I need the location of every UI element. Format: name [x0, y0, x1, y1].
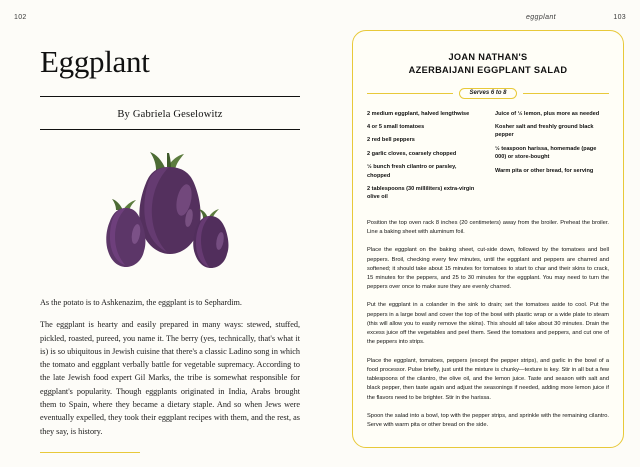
serves-rule-right [523, 93, 609, 94]
serves-badge: Serves 6 to 8 [459, 88, 516, 99]
method-step: Spoon the salad into a bowl, top with the pepper strips, and sprinkle with the remaining cilantro. Serve with warm pita or other bread on the side. [367, 412, 609, 429]
byline: By Gabriela Geselowitz [117, 109, 223, 120]
ingredient-item: 2 red bell peppers [367, 137, 415, 144]
method-step: Put the eggplant in a colander in the sink to drain; set the tomatoes aside to cool. Put the peppers in a large bowl and cover the top of the bowl with plastic wrap or a wide plate to steam (this will allow you to easily remove the skins). This should all take about 30 minutes. Drain the excess juice off the vegetables and peel them. Seed the tomatoes and peppers, and cut one of the peppers into strips. [367, 302, 609, 346]
method-step: Position the top oven rack 8 inches (20 centimeters) away from the broiler. Preheat the broiler. Line a baking sheet with aluminum foil. [367, 219, 609, 236]
method-step: Place the eggplant, tomatoes, peppers (except the pepper strips), and garlic in the bowl of a food processor. Pulse briefly, just until the mixture is chunky—texture is key. Stir in all but a few tablespoons of the cilantro, the olive oil, and the lemon juice. Taste and season with salt and black pepper, then taste again and adjust the seasonings if needed, adding more lemon juice if the flavors need to be brighter. Stir in the harissa. [367, 357, 609, 401]
ingredient-item: 2 medium eggplant, halved lengthwise [367, 110, 470, 117]
recipe-card [352, 30, 624, 448]
method-step: Place the eggplant on the baking sheet, cut-side down, followed by the tomatoes and bell peppers. Broil, checking every few minutes, until the eggplant and peppers are charred and softened; it should take about 15 minutes for tomatoes to start to char and their skins to crack, 15 minutes for the peppers, and 25 to 30 minutes for the eggplant. You may need to turn the peppers over once to make sure they are evenly charred. [367, 247, 609, 291]
byline-box [40, 96, 300, 130]
recipe-title-line1: JOAN NATHAN'S [448, 52, 528, 62]
recipe-title-line2: AZERBAIJANI EGGPLANT SALAD [408, 65, 568, 76]
folio-left: 102 [14, 14, 27, 21]
left-page [40, 44, 300, 444]
eggplant-illustration [40, 148, 300, 278]
ingredient-item: Juice of ½ lemon, plus more as needed [495, 110, 600, 117]
folio-right: 103 [613, 14, 626, 21]
ingredient-item: Kosher salt and freshly ground black pepper [495, 124, 594, 139]
ingredients-column-2 [495, 110, 609, 207]
ingredient-item: ½ bunch fresh cilantro or parsley, chopped [367, 164, 457, 179]
page-title: Eggplant [40, 44, 150, 79]
recipe-title [367, 51, 609, 78]
ingredient-item: Warm pita or other bread, for serving [495, 167, 594, 174]
running-head: eggplant [525, 14, 556, 21]
paragraph: The eggplant is hearty and easily prepared in many ways: stewed, stuffed, pickled, roasted, pureed, you name it. The berry (yes, technically, that's what it is) is so ubiquitous in Jewish cuisine that there's a classic Ladino song in which the tomato and eggplant verbally battle for vegetable supremacy. According to the late Jewish food expert Gil Marks, the tribe is somewhat responsible for eggplant's popularity. Though eggplants originated in India, Arabs brought them to Spain, where they became a dietary staple. And so when Jews were eventually expelled, they took their eggplant recipes with them, and the rest, as they say, is history. [40, 320, 300, 436]
method-section [367, 219, 609, 430]
ingredient-item: 2 tablespoons (30 milliliters) extra-virgin olive oil [367, 186, 475, 201]
ingredient-item: ½ teaspoon harissa, homemade (page 000) or store-bought [495, 145, 597, 161]
ingredient-item: 4 or 5 small tomatoes [367, 124, 425, 131]
bottom-rule [40, 452, 140, 453]
serves-row [367, 88, 609, 99]
ingredient-item: 2 garlic cloves, coarsely chopped [367, 150, 457, 157]
ingredients-section [367, 110, 609, 207]
paragraph: As the potato is to Ashkenazim, the eggplant is to Sephardim. [40, 298, 242, 307]
serves-rule-left [367, 93, 453, 94]
article-body [40, 296, 300, 438]
ingredients-column-1 [367, 110, 481, 207]
